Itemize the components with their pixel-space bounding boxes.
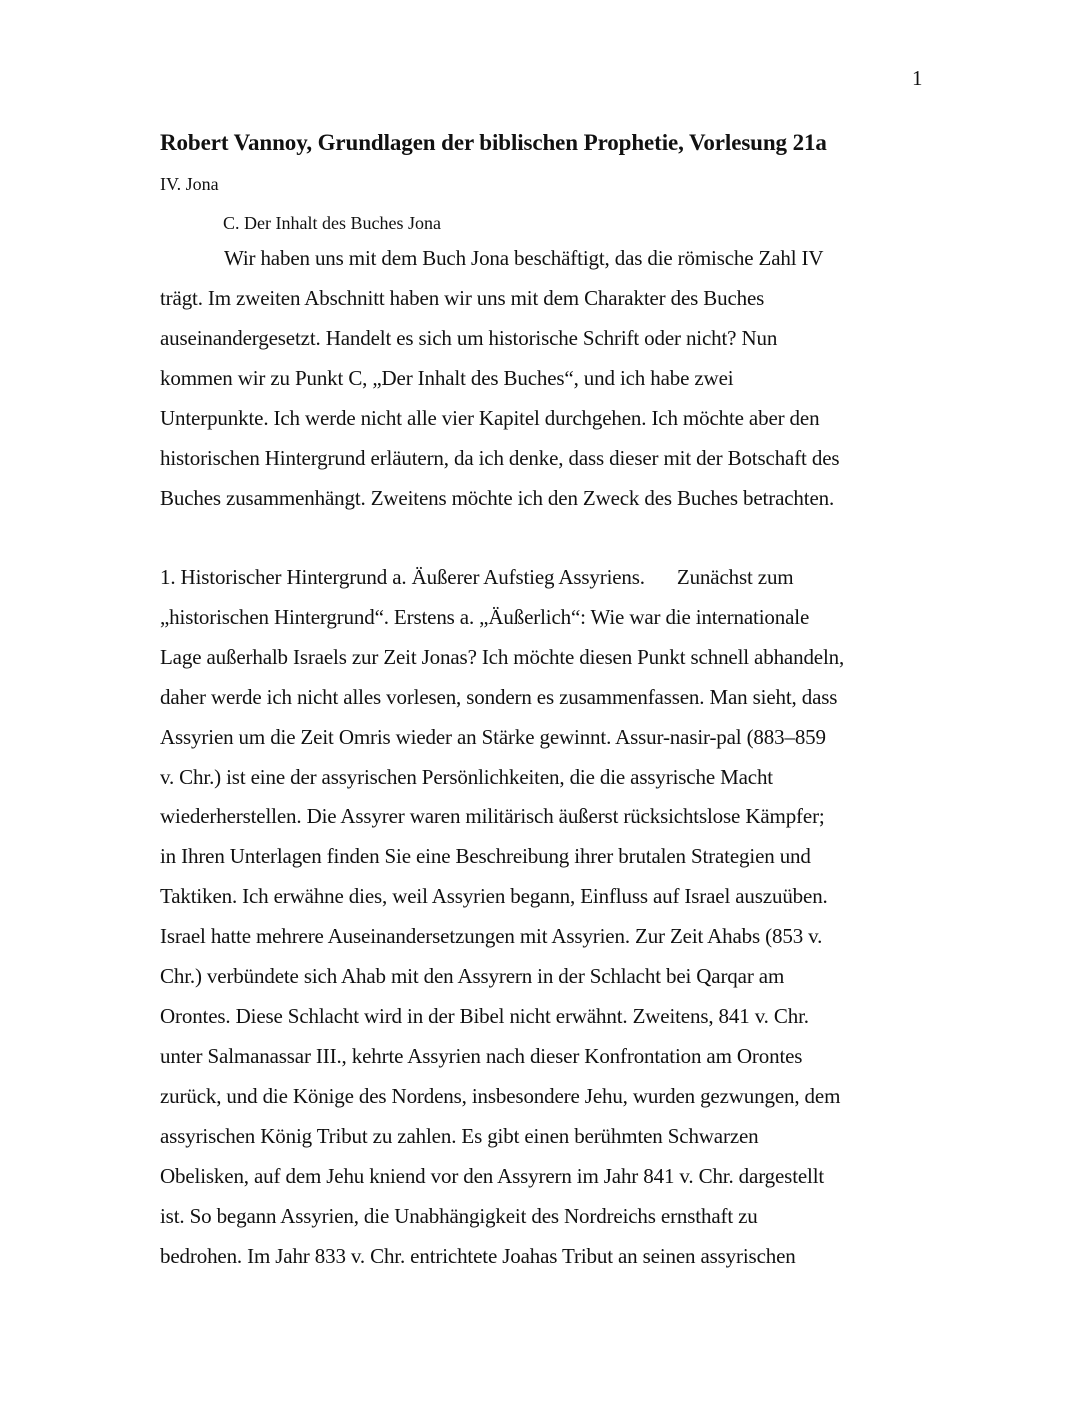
text-line: in Ihren Unterlagen finden Sie eine Beschreibung ihrer brutalen Strategien und: [160, 844, 811, 868]
text-line: Wir haben uns mit dem Buch Jona beschäftigt, das die römische Zahl IV: [224, 246, 824, 270]
text-line: historischen Hintergrund erläutern, da ich denke, dass dieser mit der Botschaft des: [160, 446, 840, 470]
text-line: „historischen Hintergrund“. Erstens a. „Äußerlich“: Wie war die internationale: [160, 605, 810, 629]
text-line: Orontes. Diese Schlacht wird in der Bibel nicht erwähnt. Zweitens, 841 v. Chr.: [160, 1004, 809, 1028]
text-fragment: Zunächst zum: [676, 565, 794, 589]
subsection-heading: C. Der Inhalt des Buches Jona: [223, 213, 441, 233]
page-number: 1: [912, 66, 923, 90]
text-line: Obelisken, auf dem Jehu kniend vor den Assyrern im Jahr 841 v. Chr. dargestellt: [160, 1164, 825, 1188]
text-line: bedrohen. Im Jahr 833 v. Chr. entrichtete Joahas Tribut an seinen assyrischen: [160, 1244, 796, 1268]
text-line: wiederherstellen. Die Assyrer waren militärisch äußerst rücksichtslose Kämpfer;: [160, 804, 825, 828]
text-line: Lage außerhalb Israels zur Zeit Jonas? Ich möchte diesen Punkt schnell abhandeln,: [160, 645, 845, 669]
text-line: Chr.) verbündete sich Ahab mit den Assyrern in der Schlacht bei Qarqar am: [160, 964, 785, 988]
document-title: Robert Vannoy, Grundlagen der biblischen Prophetie, Vorlesung 21a: [160, 130, 827, 155]
text-line: assyrischen König Tribut zu zahlen. Es gibt einen berühmten Schwarzen: [160, 1124, 759, 1148]
section-heading: IV. Jona: [160, 174, 219, 194]
text-line: ist. So begann Assyrien, die Unabhängigkeit des Nordreichs ernsthaft zu: [160, 1204, 758, 1228]
text-line: unter Salmanassar III., kehrte Assyrien nach dieser Konfrontation am Orontes: [160, 1044, 803, 1068]
text-line: auseinandergesetzt. Handelt es sich um historische Schrift oder nicht? Nun: [160, 326, 778, 350]
subsection-1-heading: 1. Historischer Hintergrund a. Äußerer Aufstieg Assyriens.: [160, 565, 645, 589]
text-line: Unterpunkte. Ich werde nicht alle vier Kapitel durchgehen. Ich möchte aber den: [160, 406, 820, 430]
text-line: Buches zusammenhängt. Zweitens möchte ich den Zweck des Buches betrachten.: [160, 486, 835, 510]
text-line: trägt. Im zweiten Abschnitt haben wir uns mit dem Charakter des Buches: [160, 286, 765, 310]
text-line: zurück, und die Könige des Nordens, insbesondere Jehu, wurden gezwungen, dem: [160, 1084, 841, 1108]
text-line: v. Chr.) ist eine der assyrischen Persönlichkeiten, die die assyrische Macht: [160, 765, 773, 789]
text-line: [160, 563, 794, 591]
text-line: kommen wir zu Punkt C, „Der Inhalt des Buches“, und ich habe zwei: [160, 366, 734, 390]
text-line: Assyrien um die Zeit Omris wieder an Stärke gewinnt. Assur-nasir-pal (883–859: [160, 725, 826, 749]
text-line: daher werde ich nicht alles vorlesen, sondern es zusammenfassen. Man sieht, dass: [160, 685, 838, 709]
text-line: Israel hatte mehrere Auseinandersetzungen mit Assyrien. Zur Zeit Ahabs (853 v.: [160, 924, 823, 948]
text-line: Taktiken. Ich erwähne dies, weil Assyrien begann, Einfluss auf Israel auszuüben.: [160, 884, 828, 908]
